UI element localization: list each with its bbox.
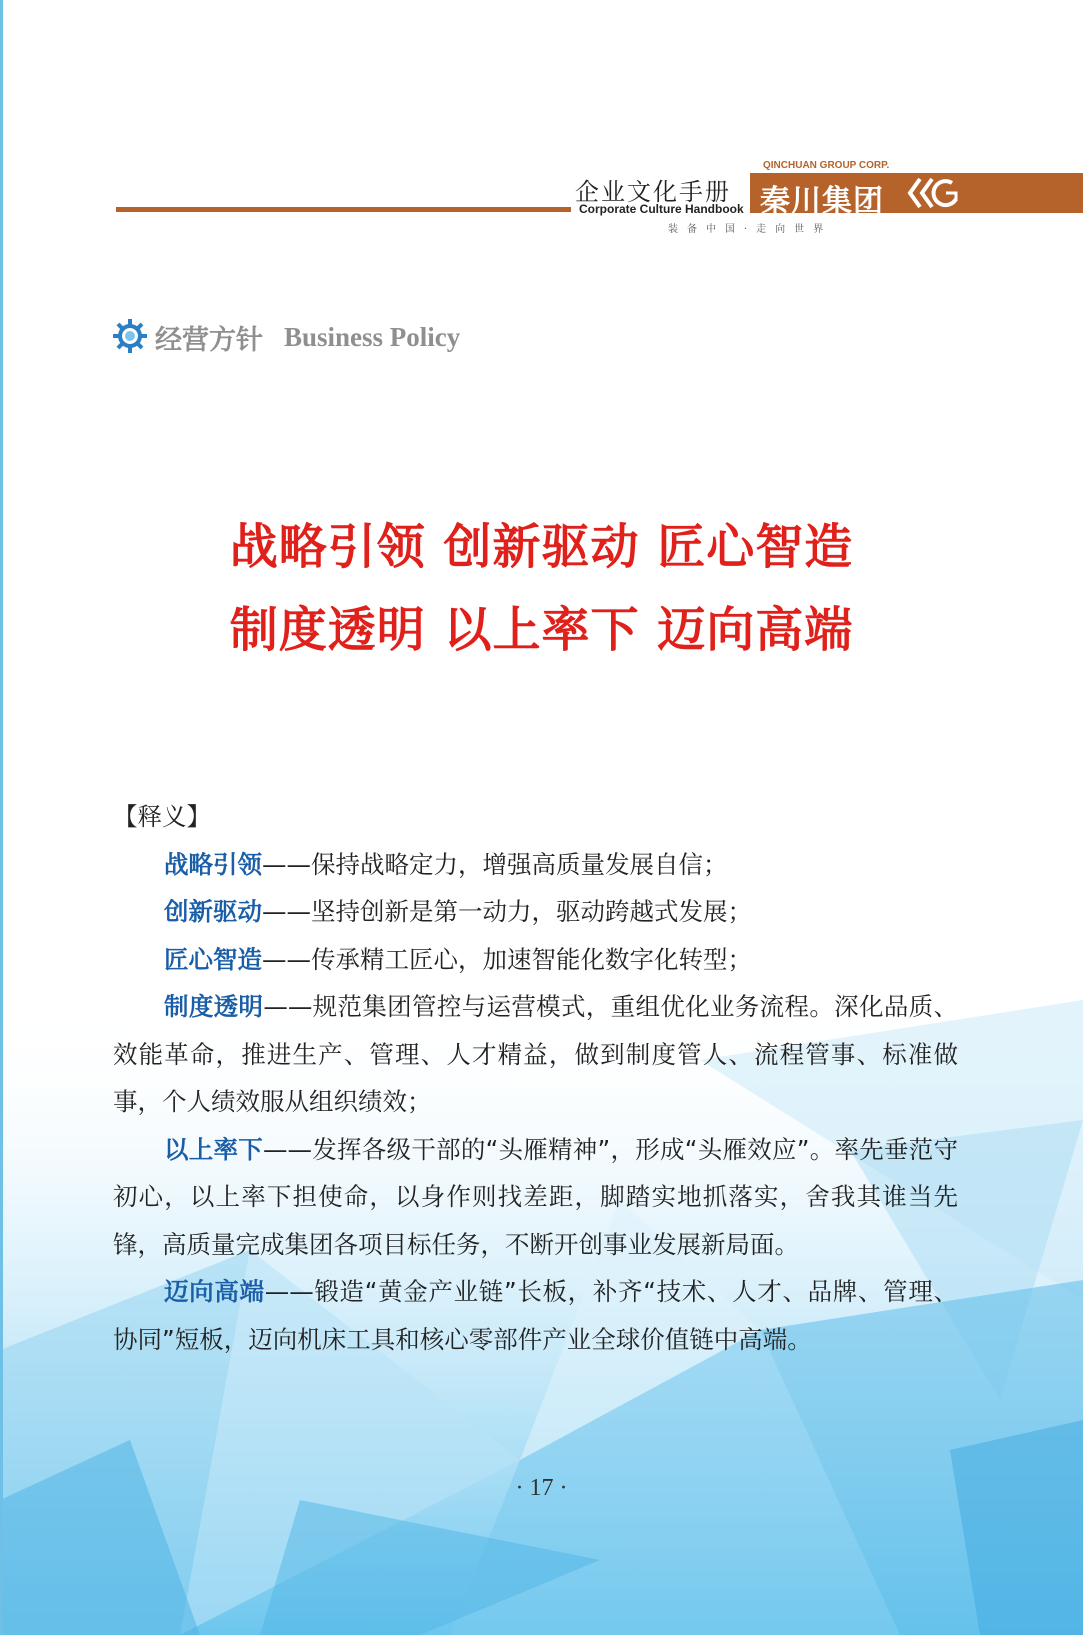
slogan: 装备中国·走向世界 <box>668 224 833 235</box>
handbook-subtitle: Corporate Culture Handbook <box>579 202 744 216</box>
item-text: ——坚持创新是第一动力，驱动跨越式发展； <box>262 897 752 926</box>
interpretation-item <box>113 936 958 984</box>
item-text: ——发挥各级干部的“头雁精神”，形成“头雁效应”。率先垂范守初心，以上率下担使命，以身作则找差距，脚踏实地抓落实，舍我其谁当先锋，高质量完成集团各项目标任务，不断开创事业发展新局面。 <box>113 1134 958 1259</box>
interpretation-item <box>113 983 958 1126</box>
item-text: ——锻造“黄金产业链”长板，补齐“技术、人才、品牌、管理、协同”短板，迈向机床工具和核心零部件产业全球价值链中高端。 <box>113 1277 959 1354</box>
interpretation-item <box>113 888 958 936</box>
item-term: 迈向高端 <box>164 1277 265 1306</box>
section-title: 经营方针 <box>155 325 263 356</box>
motto-line-1: 战略引领 创新驱动 匠心智造 <box>229 519 854 575</box>
motto-line-2: 制度透明 以上率下 迈向高端 <box>229 602 854 658</box>
item-term: 制度透明 <box>164 992 264 1021</box>
item-text: ——保持战略定力，增强高质量发展自信； <box>262 849 728 879</box>
brand-name: 秦川集团 <box>760 184 884 219</box>
handbook-title: 企业文化手册 <box>575 178 731 206</box>
item-text: ——规范集团管控与运营模式，重组优化业务流程。深化品质、效能革命，推进生产、管理、人才精益，做到制度管人、流程管事、标准做事，个人绩效服从组织绩效； <box>113 992 959 1116</box>
item-term: 创新驱动 <box>164 897 262 926</box>
item-text: ——传承精工匠心，加速智能化数字化转型； <box>262 944 752 974</box>
gear-icon <box>113 319 147 353</box>
brand-logo-icon <box>906 175 966 211</box>
brand-english-name: QINCHUAN GROUP CORP. <box>763 160 890 171</box>
item-term: 以上率下 <box>164 1134 264 1164</box>
left-edge-rule <box>0 0 3 1635</box>
interpretation-heading: 【释义】 <box>113 802 211 831</box>
interpretation-section <box>113 793 958 1363</box>
interpretation-item <box>113 1268 958 1363</box>
interpretation-item <box>113 841 958 889</box>
page-number: · 17 · <box>515 1475 568 1501</box>
item-term: 匠心智造 <box>164 944 262 974</box>
section-title-english: Business Policy <box>284 322 461 352</box>
interpretation-item <box>113 1126 958 1269</box>
item-term: 战略引领 <box>164 849 262 879</box>
header-rule <box>116 207 571 212</box>
